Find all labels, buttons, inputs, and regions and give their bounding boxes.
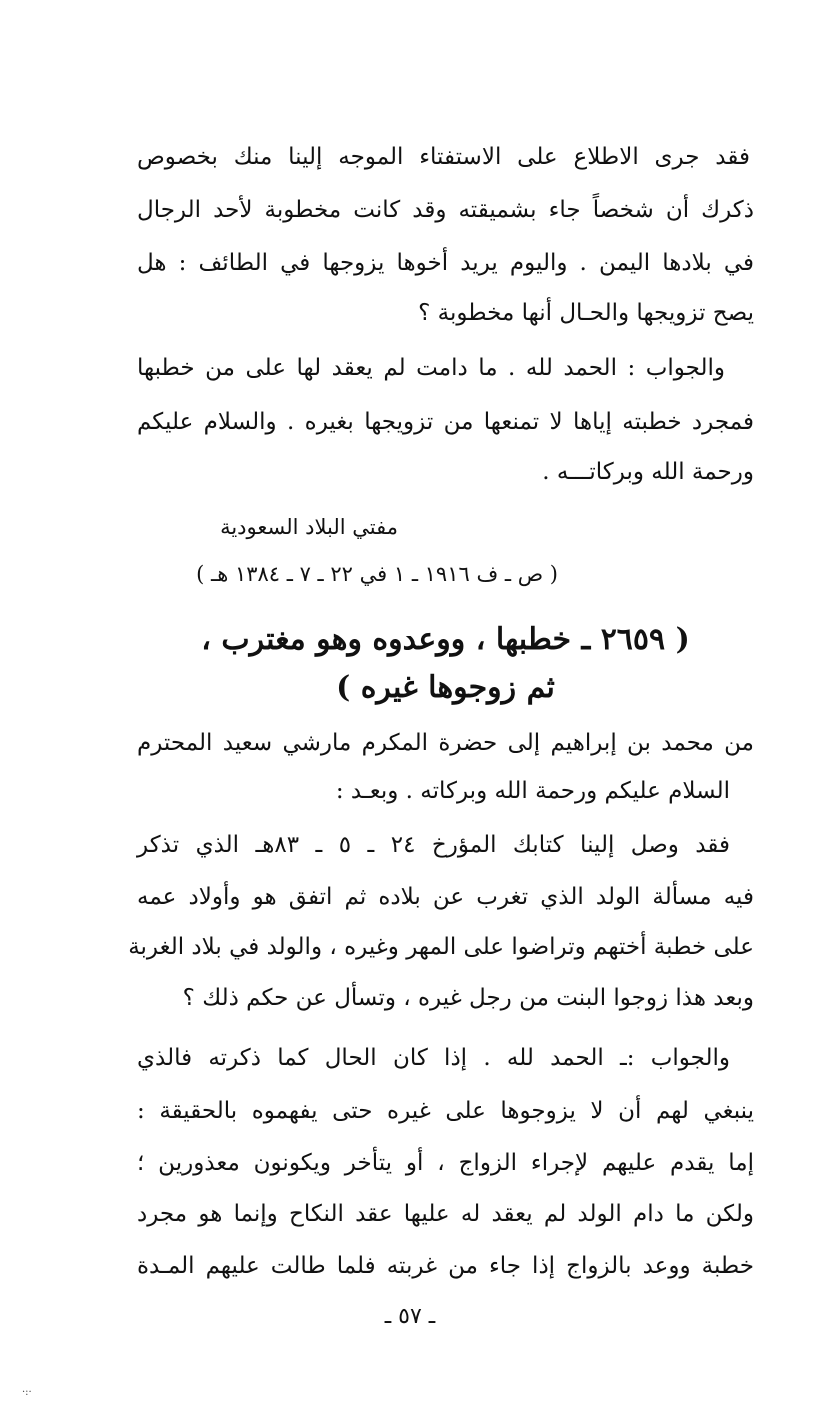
answer1-line-1: والجواب : الحمد لله . ما دامت لم يعقد لها على من خطبها bbox=[137, 355, 725, 381]
question1-line-3: في بلادها اليمن . واليوم يريد أخوها يزوجها في الطائف : هل bbox=[137, 250, 754, 276]
fatwa-reference: ( ص ـ ف ١٩١٦ ـ ١ في ٢٢ ـ ٧ ـ ١٣٨٤ هـ ) bbox=[196, 562, 558, 586]
answer2-line-5: خطبة ووعد بالزواج إذا جاء من غربته فلما طالت عليهم المـدة bbox=[137, 1253, 754, 1279]
answer2-line-1: والجواب :ـ الحمد لله . إذا كان الحال كما ذكرته فالذي bbox=[137, 1045, 730, 1071]
answer1-line-3: ورحمة الله وبركاتـــه . bbox=[542, 459, 754, 485]
question1-line-1: فقد جرى الاطلاع على الاستفتاء الموجه إلينا منك بخصوص bbox=[137, 144, 750, 170]
page-number: ـ ٥٧ ـ bbox=[384, 1304, 436, 1329]
letter-salutation-line-2: السلام عليكم ورحمة الله وبركاته . وبعـد : bbox=[335, 778, 730, 804]
question2-line-3: على خطبة أختهم وتراضوا على المهر وغيره ، والولد في بلاد الغربة bbox=[128, 934, 754, 960]
answer2-line-4: ولكن ما دام الولد لم يعقد له عليها عقد النكاح وإنما هو مجرد bbox=[137, 1201, 754, 1227]
question2-line-4: وبعد هذا زوجوا البنت من رجل غيره ، وتسأل عن حكم ذلك ؟ bbox=[182, 985, 754, 1011]
question1-line-2: ذكرك أن شخصاً جاء بشميقته وقد كانت مخطوبة لأحد الرجال bbox=[137, 197, 754, 223]
answer1-line-2: فمجرد خطبته إياها لا تمنعها من تزويجها بغيره . والسلام عليكم bbox=[137, 409, 754, 435]
answer2-line-2: ينبغي لهم أن لا يزوجوها على غيره حتى يفهموه بالحقيقة : bbox=[137, 1098, 754, 1124]
signature-title: مفتي البلاد السعودية bbox=[220, 515, 398, 539]
answer2-line-3: إما يقدم عليهم لإجراء الزواج ، أو يتأخر ويكونون معذورين ؛ bbox=[137, 1150, 754, 1176]
letter-salutation-line-1: من محمد بن إبراهيم إلى حضرة المكرم مارشي سعيد المحترم bbox=[137, 730, 754, 756]
section-heading-line-2: ثم زوجوها غيره ) bbox=[336, 670, 555, 705]
question1-line-4: يصح تزويجها والحـال أنها مخطوبة ؟ bbox=[418, 300, 754, 326]
question2-line-2: فيه مسألة الولد الذي تغرب عن بلاده ثم اتفق هو وأولاد عمه bbox=[137, 884, 754, 910]
section-heading-line-1: ( ٢٦٥٩ ـ خطبها ، ووعدوه وهو مغترب ، bbox=[201, 622, 690, 657]
question2-line-1: فقد وصل إلينا كتابك المؤرخ ٢٤ ـ ٥ ـ ٨٣هـ الذي تذكر bbox=[137, 832, 731, 858]
scan-artifact: ·:· bbox=[22, 1387, 32, 1398]
